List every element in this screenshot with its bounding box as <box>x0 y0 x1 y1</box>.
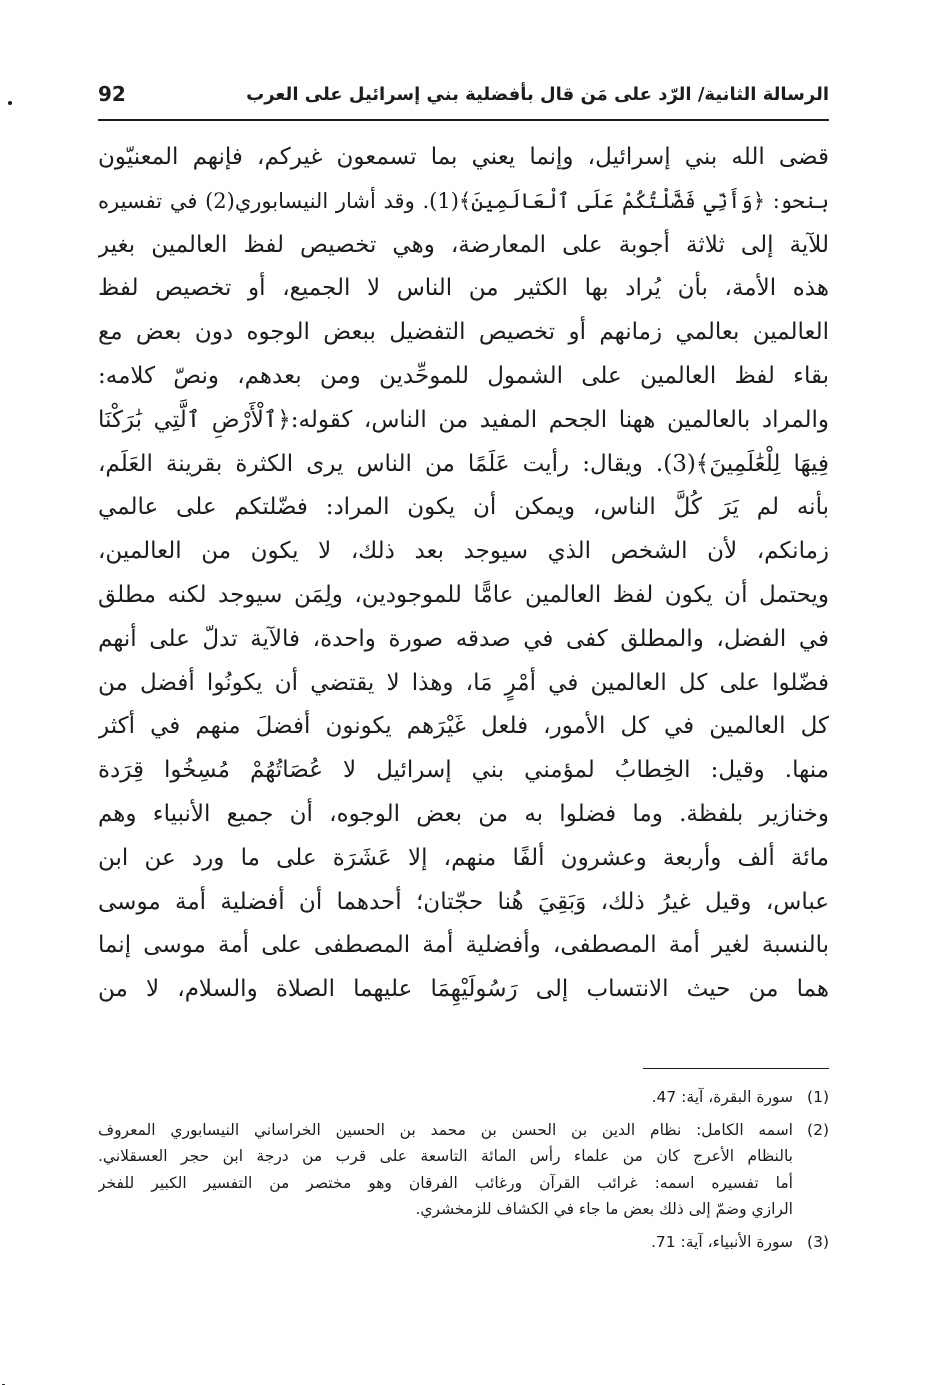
text-line: مائة ألف وأربعة وعشرون ألفًا منهم، إلا عَشَرَة على ما ورد عن ابن <box>98 844 829 871</box>
text-line: فضّلوا على كل العالمين في أمْرٍ مَا، وهذا لا يقتضي أن يكونُوا أفضل من <box>98 669 829 696</box>
running-title: الرسالة الثانية/ الرّد على مَن قال بأفضلية بني إسرائيل على العرب <box>246 84 829 105</box>
text-line: ويحتمل أن يكون لفظ العالمين عامًّا للموجودين، ولِمَن سيوجد لكنه مطلق <box>98 581 829 608</box>
text-line: للآية إلى ثلاثة أجوبة على المعارضة، وهي تخصيص لفظ العالمين بغير <box>98 231 829 258</box>
main-text <box>98 136 829 1012</box>
text-line: بأنه لم يَرَ كُلَّ الناس، ويمكن أن يكون المراد: فضّلتكم على عالمي <box>98 494 829 521</box>
footnote-line: سورة الأنبياء، آية: 71. <box>650 1232 793 1251</box>
text-line: هما من حيث الانتساب إلى رَسُولَيْهِمَا عليهما الصلاة والسلام، لا من <box>98 976 829 1003</box>
footnotes <box>98 1084 829 1261</box>
footnote-3 <box>98 1229 829 1256</box>
text-line: عباس، وقيل غيرُ ذلك، وَبَقِيَ هُنا حجّتان؛ أحدهما أن أفضلية أمة موسى <box>98 888 829 915</box>
header-rule <box>98 119 829 121</box>
text-line: والمراد بالعالمين ههنا الجحم المفيد من الناس، كقوله:﴿ٱلْأَرْضِ ٱلَّتِي بَٰرَكْنَا <box>98 406 829 433</box>
text-line: في الفضل، والمطلق كفى في صدقه صورة واحدة، فالآية تدلّ على أنهم <box>98 625 829 652</box>
text-line: بقاء لفظ العالمين على الشمول للموحِّدين ومن بعدهم، ونصّ كلامه: <box>98 362 829 389</box>
text-line: بنحو: ﴿وَأَنِّي فَضَّلْتُكُمْ عَلَى ٱلْعَالَمِينَ﴾(1). وقد أشار النيسابوري(2) في تفسيره <box>98 188 829 213</box>
running-header <box>98 78 829 112</box>
text-line: بالنسبة لغير أمة المصطفى، وأفضلية أمة المصطفى على أمة موسى إنما <box>98 932 829 959</box>
footnote-2 <box>98 1117 829 1223</box>
text-line: العالمين بعالمي زمانهم أو تخصيص التفضيل ببعض الوجوه دون بعض مع <box>98 319 829 346</box>
footnote-line: أما تفسيره اسمه: غرائب القرآن ورغائب الفرقان وهو مختصر من التفسير الكبير للفخر <box>98 1173 793 1192</box>
footnote-1 <box>98 1084 829 1111</box>
footnote-line: سورة البقرة، آية: 47. <box>651 1088 793 1106</box>
text-line: كل العالمين في كل الأمور، فلعل غَيْرَهم يكونون أفضلَ منهم في أكثر <box>98 713 829 740</box>
page-number: 92 <box>98 82 126 106</box>
text-line: فِيهَا لِلْعَٰلَمِينَ﴾(3). ويقال: رأيت عَلَمًا من الناس يرى الكثرة بقرينة العَلَم، <box>98 450 829 477</box>
footnote-line: اسمه الكامل: نظام الدين بن الحسن بن محمد بن الحسين الخراساني النيسابوري المعروف <box>98 1120 793 1139</box>
footnote-number: (1) <box>807 1088 829 1106</box>
footnote-line: بالنظام الأعرج كان من علماء رأس المائة التاسعة على قرب من درجة ابن حجر العسقلاني. <box>98 1147 793 1165</box>
footnote-number: (2) <box>807 1120 829 1139</box>
text-line: منها. وقيل: الخِطابُ لمؤمني بني إسرائيل لا عُصَاتُهُمْ مُسِخُوا قِرَدة <box>98 757 829 784</box>
footnote-number: (3) <box>807 1232 829 1251</box>
scan-speck <box>8 101 12 105</box>
text-line: قضى الله بني إسرائيل، وإنما يعني بما تسمعون غيركم، فإنهم المعنيّون <box>98 144 829 170</box>
text-line: هذه الأمة، بأن يُراد بها الكثير من الناس لا الجميع، أو تخصيص لفظ <box>98 275 829 302</box>
footnote-separator <box>643 1068 829 1069</box>
text-line: وخنازير بلفظة. وما فضلوا به من بعض الوجوه، أن جميع الأنبياء وهم <box>98 800 829 827</box>
footnote-line: الرازي وضمّ إلى ذلك بعض ما جاء في الكشاف للزمخشري. <box>415 1200 793 1218</box>
text-line: زمانكم، لأن الشخص الذي سيوجد بعد ذلك، لا يكون من العالمين، <box>98 538 829 565</box>
